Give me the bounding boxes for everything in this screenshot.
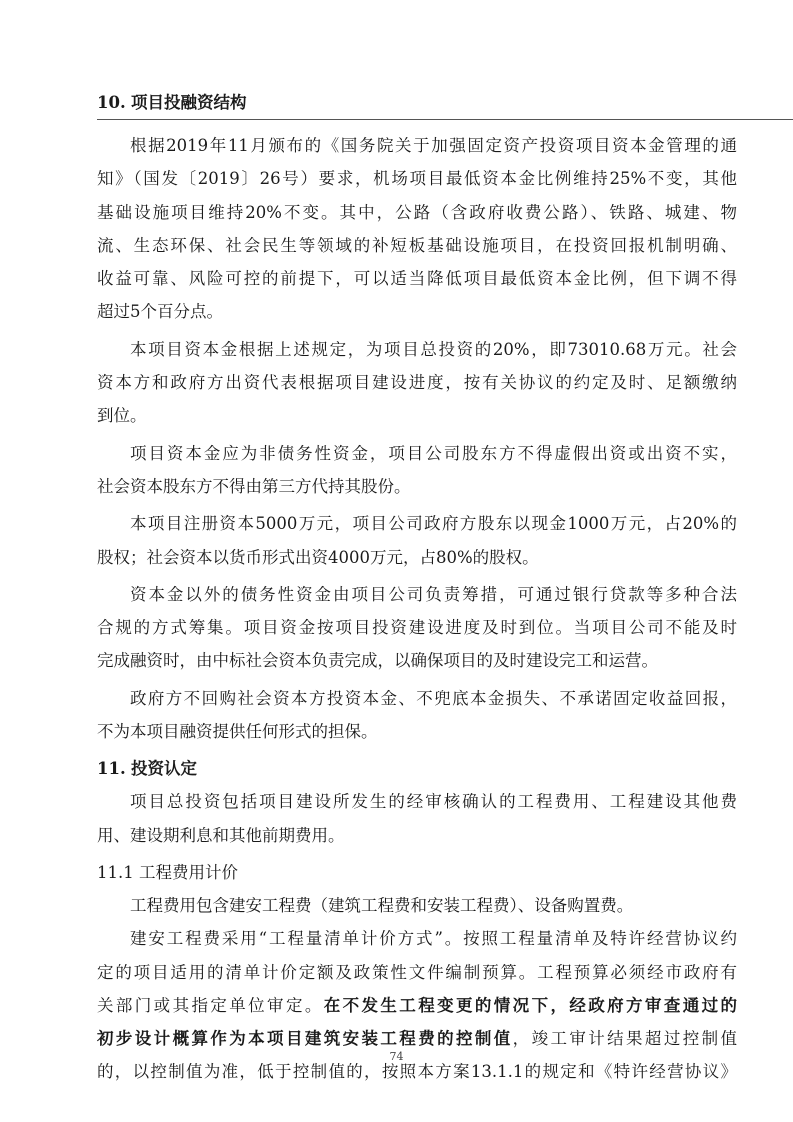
paragraph-line: 资本金以外的债务性资金由项目公司负责筹措，可通过银行贷款等多种合法 (130, 584, 737, 604)
paragraph-line (97, 989, 737, 1022)
paragraph-line: 本项目注册资本5000万元，项目公司政府方股东以现金1000万元，占20%的 (130, 514, 737, 534)
section-11-body (97, 785, 737, 852)
paragraph-line: 合规的方式筹集。项目资金按项目投资建设进度及时到位。当项目公司不能及时 (97, 618, 737, 638)
paragraph (97, 507, 737, 574)
bold-text-run: 在不发生工程变更的情况下，经政府方审查通过的 (323, 995, 738, 1015)
paragraph (97, 922, 737, 1088)
paragraph-line: 资本方和政府方出资代表根据项目建设进度，按有关协议的约定及时、足额缴纳 (97, 373, 737, 393)
paragraph (97, 578, 737, 678)
section-11-heading (97, 752, 737, 785)
page-content (97, 86, 737, 1089)
paragraph-line: 根据2019年11月颁布的《国务院关于加强固定资产投资项目资本金管理的通 (130, 136, 737, 155)
text-run: ，竣工审计结果超过控制值 (512, 1029, 738, 1049)
paragraph-line: 不为本项目融资提供任何形式的担保。 (97, 722, 378, 742)
section-10-body (97, 129, 737, 748)
section-10-number: 10. (97, 93, 126, 112)
paragraph-line: 股权；社会资本以货币形式出资4000万元，占80%的股权。 (97, 547, 539, 567)
paragraph (97, 333, 737, 433)
paragraph-line: 基础设施项目维持20%不变。其中，公路（含政府收费公路）、铁路、城建、物 (97, 202, 737, 222)
paragraph (97, 129, 737, 329)
paragraph-line: 收益可靠、风险可控的前提下，可以适当降低项目最低资本金比例，但下调不得 (97, 269, 737, 289)
text-run: 关部门或其指定单位审定。 (97, 995, 324, 1015)
paragraph-line: 社会资本股东方不得由第三方代持其股份。 (97, 476, 411, 496)
subsection-11-1-heading: 11.1 工程费用计价 (97, 862, 238, 882)
section-11-title: 投资认定 (131, 759, 197, 779)
paragraph-line: 定的项目适用的清单计价定额及政策性文件编制预算。工程预算必须经市政府有 (97, 962, 737, 982)
paragraph-line: 建安工程费采用“工程量清单计价方式”。按照工程量清单及特许经营协议约 (130, 929, 737, 949)
section-10-heading (97, 86, 737, 119)
paragraph-line: 的，以控制值为准，低于控制值的，按照本方案13.1.1的规定和《特许经营协议》 (97, 1062, 737, 1082)
bold-text-run: 初步设计概算作为本项目建筑安装工程费的控制值 (97, 1029, 513, 1049)
section-11-number: 11. (97, 759, 126, 779)
page-number: 74 (389, 1050, 404, 1063)
paragraph-line: 工程费用包含建安工程费（建筑工程费和安装工程费）、设备购置费。 (130, 895, 634, 915)
paragraph-line: 到位。 (97, 406, 147, 426)
paragraph-line: 本项目资本金根据上述规定，为项目总投资的20%，即73010.68万元。社会 (130, 339, 737, 359)
paragraph (97, 889, 737, 922)
paragraph-line: 流、生态环保、社会民生等领域的补短板基础设施项目，在投资回报机制明确、 (97, 235, 737, 255)
paragraph-line: 超过5个百分点。 (97, 302, 223, 322)
paragraph-line: 政府方不回购社会资本方投资本金、不兜底本金损失、不承诺固定收益回报， (130, 688, 737, 708)
paragraph-line: 项目资本金应为非债务性资金，项目公司股东方不得虚假出资或出资不实， (130, 443, 737, 463)
paragraph (97, 785, 737, 852)
paragraph-line: 完成融资时，由中标社会资本负责完成，以确保项目的及时建设完工和运营。 (97, 651, 658, 671)
section-10-title: 项目投融资结构 (131, 93, 247, 112)
paragraph-line: 项目总投资包括项目建设所发生的经审核确认的工程费用、工程建设其他费 (130, 792, 737, 812)
paragraph-line: 知》（国发〔2019〕26号）要求，机场项目最低资本金比例维持25%不变，其他 (97, 169, 737, 189)
paragraph (97, 682, 737, 749)
paragraph (97, 437, 737, 504)
paragraph-line: 用、建设期利息和其他前期费用。 (97, 825, 345, 845)
